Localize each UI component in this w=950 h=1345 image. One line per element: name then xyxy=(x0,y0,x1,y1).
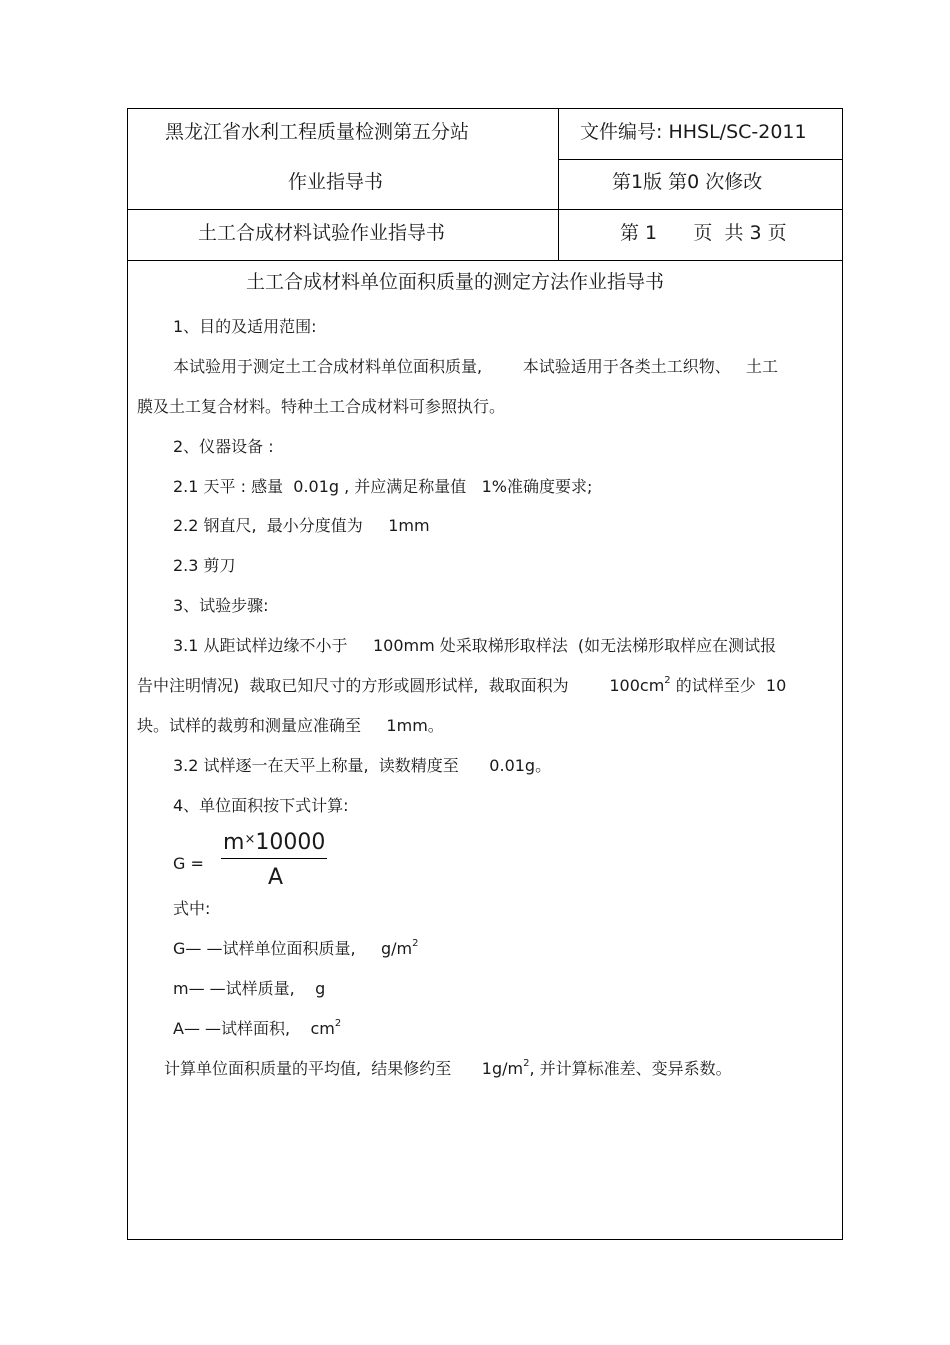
superscript-2: 2 xyxy=(334,1018,342,1029)
s3-item-2: 3.2 试样逐一在天平上称量, 读数精度至 0.01g。 xyxy=(173,756,552,775)
final-note xyxy=(164,1058,732,1078)
def-g-text: G— —试样单位面积质量, g/m xyxy=(173,939,413,958)
fraction-bar xyxy=(221,858,327,859)
formula-numerator xyxy=(223,832,325,854)
header-divider-row2 xyxy=(128,209,843,210)
superscript-2: 2 xyxy=(523,1058,530,1069)
header-divider-row3 xyxy=(128,260,843,261)
s3-item-1-line2 xyxy=(137,675,787,695)
header-divider-right xyxy=(558,159,843,160)
s2-item-1: 2.1 天平 : 感量 0.01g , 并应满足称量值 1%准确度要求; xyxy=(173,477,593,496)
section-title: 土工合成材料单位面积质量的测定方法作业指导书 xyxy=(246,271,665,293)
formula-denominator: A xyxy=(268,865,284,890)
def-a-text: A— —试样面积, cm xyxy=(173,1019,335,1038)
s2-heading: 2、仪器设备 : xyxy=(173,437,274,456)
times-symbol: × xyxy=(244,832,256,847)
s3-item-1-line2-pre: 告中注明情况) 裁取已知尺寸的方形或圆形试样, 裁取面积为 100cm xyxy=(137,676,665,695)
final-note-pre: 计算单位面积质量的平均值, 结果修约至 1g/m xyxy=(164,1059,524,1078)
header-divider-vertical xyxy=(558,109,559,260)
doc-title: 土工合成材料试验作业指导书 xyxy=(198,222,446,244)
s1-para-line1: 本试验用于测定土工合成材料单位面积质量, 本试验适用于各类土工织物、 土工 xyxy=(173,357,779,376)
def-g xyxy=(173,938,419,958)
def-m: m— —试样质量, g xyxy=(173,979,326,998)
final-note-post: , 并计算标准差、变异系数。 xyxy=(529,1059,732,1078)
s2-item-2: 2.2 钢直尺, 最小分度值为 1mm xyxy=(173,516,430,535)
s2-item-3: 2.3 剪刀 xyxy=(173,556,236,575)
formula-10000: 10000 xyxy=(255,830,326,855)
edition-info: 第1版 第0 次修改 xyxy=(612,171,763,193)
formula-m: m xyxy=(223,830,245,855)
where-label: 式中: xyxy=(173,899,211,918)
document-frame xyxy=(127,108,843,1240)
page-info: 第 1 页 共 3 页 xyxy=(620,222,787,244)
s3-item-1-line1: 3.1 从距试样边缘不小于 100mm 处采取梯形取样法 (如无法梯形取样应在测试报 xyxy=(173,636,777,655)
s1-heading: 1、目的及适用范围: xyxy=(173,317,317,336)
formula-lhs: G = xyxy=(173,854,204,873)
doc-type: 作业指导书 xyxy=(288,171,384,193)
s1-para-line2: 膜及土工复合材料。特种土工合成材料可参照执行。 xyxy=(137,397,506,416)
s4-heading: 4、单位面积按下式计算: xyxy=(173,796,349,815)
s3-item-1-line2-post: 的试样至少 10 xyxy=(670,676,787,695)
s3-item-1-line3: 块。试样的裁剪和测量应准确至 1mm。 xyxy=(137,716,444,735)
file-number: 文件编号: HHSL/SC-2011 xyxy=(580,121,807,143)
org-name: 黑龙江省水利工程质量检测第五分站 xyxy=(165,121,470,143)
s3-heading: 3、试验步骤: xyxy=(173,596,269,615)
def-a xyxy=(173,1018,342,1038)
superscript-2: 2 xyxy=(412,938,419,949)
superscript-2: 2 xyxy=(664,675,671,686)
